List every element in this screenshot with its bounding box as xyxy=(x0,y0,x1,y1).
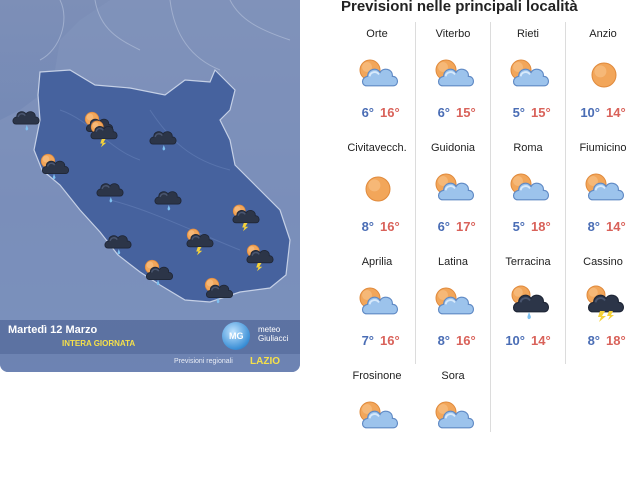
max-temperature: 14° xyxy=(606,105,626,120)
sun-cloud-icon xyxy=(355,55,401,95)
min-temperature: 5° xyxy=(512,219,525,234)
city-name: Civitavecch. xyxy=(347,142,407,154)
city-forecast-roma[interactable] xyxy=(491,136,565,250)
sun-cloud-icon xyxy=(431,283,477,323)
city-forecast-orte[interactable] xyxy=(340,22,414,136)
city-forecast-frosinone[interactable] xyxy=(340,364,414,478)
min-temperature: 7° xyxy=(361,333,374,348)
map-weather-icon-cloud-rain xyxy=(145,124,181,150)
map-weather-icon-cloud-rain xyxy=(92,176,128,202)
column-divider xyxy=(415,22,416,364)
city-name: Rieti xyxy=(516,28,539,40)
city-name: Frosinone xyxy=(352,370,402,382)
logo-text-line2: Giuliacci xyxy=(258,334,289,343)
sun-cloud-storm-icon xyxy=(581,283,627,323)
city-name: Sora xyxy=(441,370,465,382)
logo-initials: MG xyxy=(229,331,244,341)
map-weather-icon-sun-cloud-rain xyxy=(140,258,176,284)
forecast-title: Previsioni nelle principali località xyxy=(341,0,578,15)
city-forecast-viterbo[interactable] xyxy=(416,22,490,136)
min-temperature: 5° xyxy=(512,105,525,120)
max-temperature: 14° xyxy=(531,333,551,348)
city-forecast-latina[interactable] xyxy=(416,250,490,364)
map-weather-icon-cloud-storm xyxy=(242,242,278,268)
sun-icon xyxy=(581,55,627,95)
sun-cloud-rain-icon xyxy=(506,283,552,323)
city-forecast-aprilia[interactable] xyxy=(340,250,414,364)
city-forecast-cassino[interactable] xyxy=(566,250,640,364)
city-forecast-terracina[interactable] xyxy=(491,250,565,364)
map-weather-icon-cloud-rain xyxy=(150,184,186,210)
max-temperature: 16° xyxy=(380,333,400,348)
city-forecast-civitavecch[interactable] xyxy=(340,136,414,250)
map-footer-label: Previsioni regionali xyxy=(174,358,233,365)
sun-cloud-icon xyxy=(506,55,552,95)
city-forecast-sora[interactable] xyxy=(416,364,490,478)
sun-cloud-icon xyxy=(581,169,627,209)
city-forecast-fiumicino[interactable] xyxy=(566,136,640,250)
max-temperature: 14° xyxy=(606,219,626,234)
city-name: Guidonia xyxy=(430,142,476,154)
logo-text-line1: meteo xyxy=(258,325,281,334)
city-name: Cassino xyxy=(583,256,623,268)
min-temperature: 8° xyxy=(361,219,374,234)
map-region-label: LAZIO xyxy=(250,356,280,367)
map-period-label: INTERA GIORNATA xyxy=(62,339,136,348)
city-name: Fiumicino xyxy=(579,142,627,154)
city-name: Latina xyxy=(438,256,468,268)
min-temperature: 6° xyxy=(361,105,374,120)
max-temperature: 16° xyxy=(380,105,400,120)
min-temperature: 6° xyxy=(437,105,450,120)
min-temperature: 8° xyxy=(587,333,600,348)
max-temperature: 17° xyxy=(456,219,476,234)
max-temperature: 18° xyxy=(531,219,551,234)
city-name: Aprilia xyxy=(361,256,393,268)
weather-map[interactable] xyxy=(0,0,300,372)
max-temperature: 18° xyxy=(606,333,626,348)
logo-brand-text xyxy=(258,325,288,343)
sun-cloud-icon xyxy=(506,169,552,209)
city-name: Terracina xyxy=(505,256,551,268)
max-temperature: 16° xyxy=(380,219,400,234)
city-name: Roma xyxy=(513,142,543,154)
sun-cloud-icon xyxy=(431,55,477,95)
column-divider xyxy=(490,22,491,432)
max-temperature: 15° xyxy=(531,105,551,120)
map-weather-icon-sun-cloud-rain xyxy=(200,276,236,302)
column-divider xyxy=(565,22,566,364)
map-weather-icon-sun-cloud-rain xyxy=(36,152,72,178)
min-temperature: 8° xyxy=(587,219,600,234)
sun-cloud-icon xyxy=(431,169,477,209)
map-weather-icon-cloud-storm xyxy=(86,118,122,144)
map-weather-icon-cloud-rain xyxy=(8,104,44,130)
city-name: Orte xyxy=(366,28,388,40)
min-temperature: 10° xyxy=(505,333,525,348)
city-name: Viterbo xyxy=(435,28,471,40)
map-weather-icon-cloud-rain xyxy=(100,228,136,254)
map-date-label: Martedì 12 Marzo xyxy=(8,324,98,336)
min-temperature: 6° xyxy=(437,219,450,234)
city-forecast-rieti[interactable] xyxy=(491,22,565,136)
min-temperature: 8° xyxy=(437,333,450,348)
sun-cloud-icon xyxy=(355,283,401,323)
map-weather-icon-cloud-storm xyxy=(182,226,218,252)
city-name: Anzio xyxy=(589,28,617,40)
max-temperature: 16° xyxy=(456,333,476,348)
sun-cloud-icon xyxy=(431,397,477,437)
sun-cloud-icon xyxy=(355,397,401,437)
max-temperature: 15° xyxy=(456,105,476,120)
map-weather-icon-cloud-storm xyxy=(228,202,264,228)
sun-icon xyxy=(355,169,401,209)
min-temperature: 10° xyxy=(580,105,600,120)
city-forecast-anzio[interactable] xyxy=(566,22,640,136)
city-forecast-guidonia[interactable] xyxy=(416,136,490,250)
